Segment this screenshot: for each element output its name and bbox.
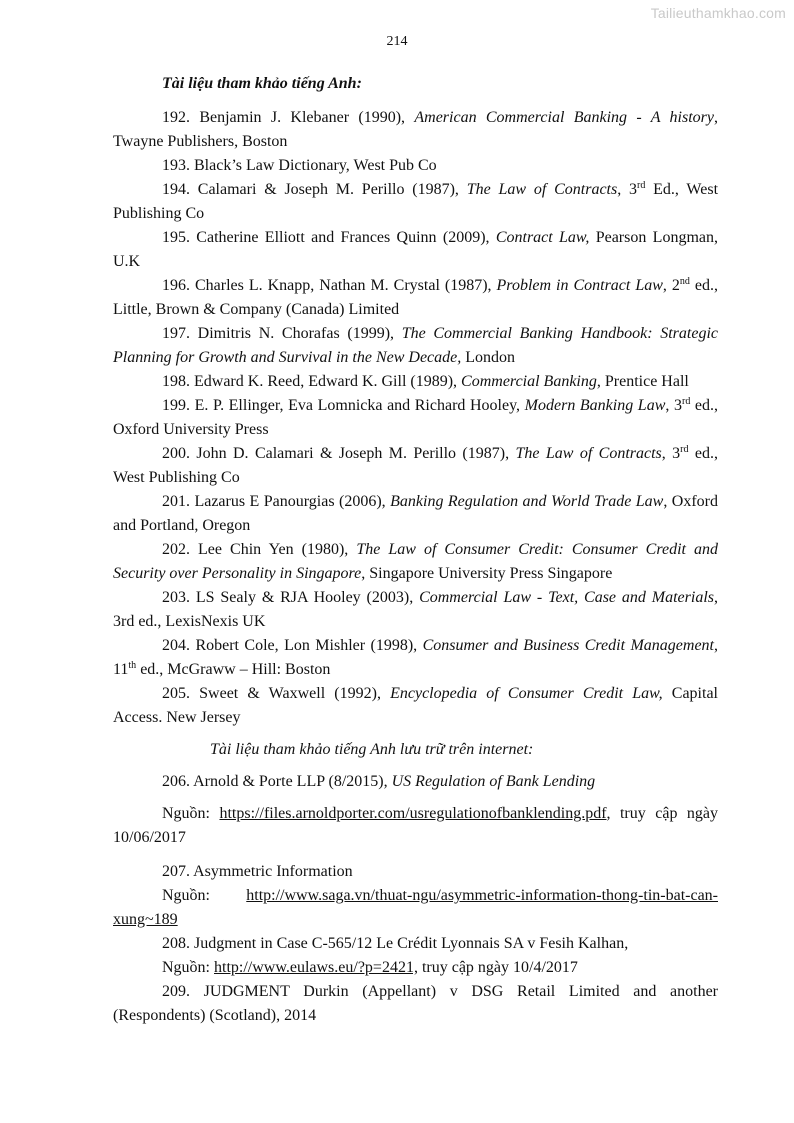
reference-194: 194. Calamari & Joseph M. Perillo (1987), The Law of Contracts, 3rd Ed., West Publishing Co [113,180,719,222]
reference-195: 195. Catherine Elliott and Frances Quinn (2009), Contract Law, Pearson Longman, U.K [113,229,718,270]
reference-208-source: Nguồn: http://www.eulaws.eu/?p=2421, truy cập ngày 10/4/2017 [162,959,578,976]
ref-title: Commercial Banking [461,373,597,390]
ref-title: Consumer and Business Credit Management [422,637,715,654]
internet-subheading: Tài liệu tham khảo tiếng Anh lưu trữ trên internet: [210,741,534,758]
source-link[interactable]: http://www.saga.vn/thuat-ngu/asymmetric-information-thong-tin-bat-can-xung~189 [113,887,718,928]
reference-205: 205. Sweet & Waxwell (1992), Encyclopedia of Consumer Credit Law, Capital Access. New Jersey [113,685,718,726]
reference-196: 196. Charles L. Knapp, Nathan M. Crystal (1987), Problem in Contract Law, 2nd ed., Little, Brown & Company (Canada) Limited [113,276,719,318]
section-heading: Tài liệu tham khảo tiếng Anh: [162,75,362,92]
reference-206-source: Nguồn: https://files.arnoldporter.com/usregulationofbanklending.pdf, truy cập ngày 10/06/2017 [113,805,719,846]
ref-title: The Law of Contracts [515,445,662,462]
reference-192: 192. Benjamin J. Klebaner (1990), American Commercial Banking - A history, Twayne Publishers, Boston [113,109,718,150]
reference-202: 202. Lee Chin Yen (1980), The Law of Consumer Credit: Consumer Credit and Security over Personality in Singapore, Singapore University Press Singapore [113,541,718,582]
ref-title: American Commercial Banking - A history [414,109,714,126]
reference-200: 200. John D. Calamari & Joseph M. Perillo (1987), The Law of Contracts, 3rd ed., West Publishing Co [113,444,719,486]
reference-209: 209. JUDGMENT Durkin (Appellant) v DSG Retail Limited and another (Respondents) (Scotland), 2014 [113,983,718,1024]
watermark: Tailieuthamkhao.com [650,5,786,21]
source-link[interactable]: http://www.eulaws.eu/?p=2421, [214,959,418,976]
reference-201: 201. Lazarus E Panourgias (2006), Banking Regulation and World Trade Law, Oxford and Portland, Oregon [113,493,719,534]
reference-207: 207. Asymmetric Information [162,863,353,880]
ref-title: The Law of Consumer Credit: Consumer Credit and Security over Personality in Singapore [113,541,718,582]
reference-204: 204. Robert Cole, Lon Mishler (1998), Consumer and Business Credit Management, 11th ed., McGraww – Hill: Boston [113,637,719,678]
reference-197: 197. Dimitris N. Chorafas (1999), The Commercial Banking Handbook: Strategic Planning for Growth and Survival in the New Decade, London [113,325,718,366]
reference-208: 208. Judgment in Case C-565/12 Le Crédit Lyonnais SA v Fesih Kalhan, [162,935,629,952]
ref-title: Encyclopedia of Consumer Credit Law, [390,685,663,702]
reference-list [113,72,718,1028]
ref-title: The Law of Contracts [466,181,618,198]
page-number: 214 [386,34,408,49]
ref-title: Commercial Law - Text, Case and Materials [419,589,714,606]
ref-title: The Commercial Banking Handbook: Strategic Planning for Growth and Survival in the New Decade, [113,325,718,366]
ref-title: US Regulation of Bank Lending [391,773,596,790]
ref-title: Modern Banking Law [524,397,666,414]
source-link[interactable]: https://files.arnoldporter.com/usregulationofbanklending.pdf [219,805,607,822]
reference-203: 203. LS Sealy & RJA Hooley (2003), Commercial Law - Text, Case and Materials, 3rd ed., LexisNexis UK [113,589,718,630]
reference-199: 199. E. P. Ellinger, Eva Lomnicka and Richard Hooley, Modern Banking Law, 3rd ed., Oxford University Press [113,396,719,438]
ref-title: Problem in Contract Law [496,277,663,294]
reference-206: 206. Arnold & Porte LLP (8/2015), US Regulation of Bank Lending [162,773,596,790]
ref-title: Contract Law, [495,229,590,246]
reference-198: 198. Edward K. Reed, Edward K. Gill (1989), Commercial Banking, Prentice Hall [162,373,689,390]
ref-title: Banking Regulation and World Trade Law [390,493,664,510]
reference-193: 193. Black’s Law Dictionary, West Pub Co [162,157,437,174]
reference-207-source: Nguồn: http://www.saga.vn/thuat-ngu/asymmetric-information-thong-tin-bat-can-xung~189 [113,887,718,928]
